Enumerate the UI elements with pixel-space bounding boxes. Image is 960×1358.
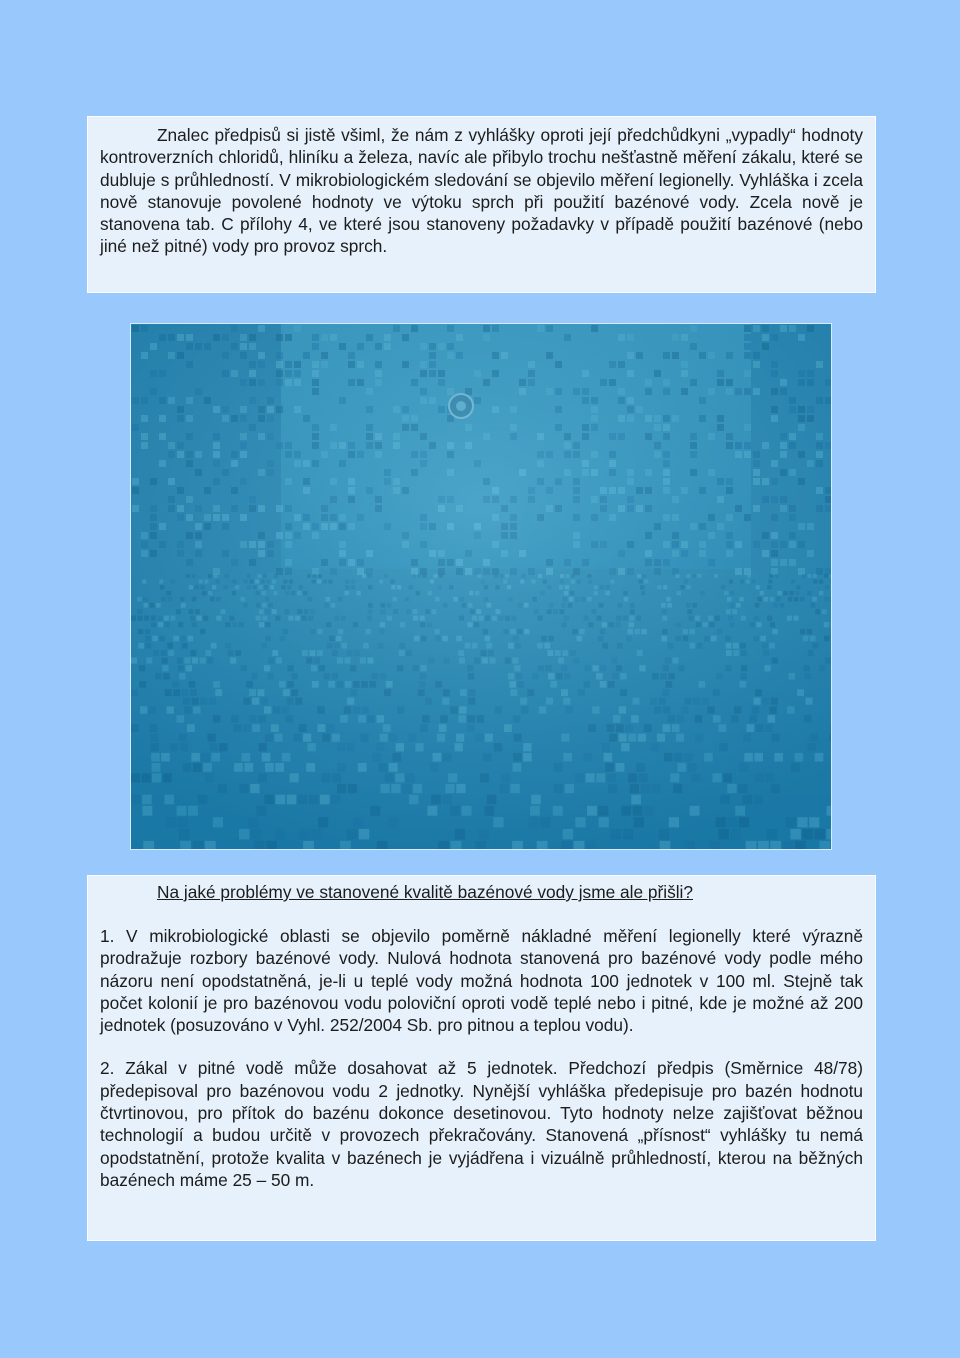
pool-underwater-photo (130, 323, 832, 850)
problem-point-2: 2. Zákal v pitné vodě může dosahovat až 5 jednotek. Předchozí předpis (Směrnice 48/78) předepisoval pro bazénovou vodu 2 jednotky. Nynější vyhláška předepisuje pro bazén hodnotu čtvrtinovou, pro přítok do bazénu dokonce desetinovou. Tyto hodnoty nelze zajišťovat běžnou technologií a budou určitě v provozech překračovány. Stanovená „přísnost“ vyhlášky tu nemá opodstatnění, protože kvalita v bazénech je vyjádřena i vizuálně průhledností, kterou na běžných bazénech máme 25 – 50 m. (100, 1058, 863, 1190)
problem-point-1: 1. V mikrobiologické oblasti se objevilo poměrně nákladné měření legionelly které výrazně prodražuje rozbory bazénové vody. Nulová hodnota stanovená pro bazénové vody podle mého názoru není opodstatněná, je-li u teplé vody možná hodnota 100 jednotek v 100 ml. Stejně tak počet kolonií je pro bazénovou vodu poloviční oproti vodě teplé nebo i pitné, kde je možné až 200 jednotek (posuzováno v Vyhl. 252/2004 Sb. pro pitnou a teplou vodu). (100, 926, 863, 1036)
intro-paragraph: Znalec předpisů si jistě všiml, že nám z vyhlášky oproti její předchůdkyni „vypadly“ hodnoty kontroverzních chloridů, hliníku a železa, navíc ale přibylo trochu nešťastně měření zákalu, které se dubluje s průhledností. V mikrobiologickém sledování se objevilo měření legionelly. Vyhláška i zcela nově stanovuje povolené hodnoty ve výtoku sprch při použití bazénové vody. Zcela nově je stanovena tab. C přílohy 4, ve které jsou stanoveny požadavky v případě použití bazénové (nebo jiné než pitné) vody pro provoz sprch. (100, 125, 863, 257)
problems-heading: Na jaké problémy ve stanovené kvalitě bazénové vody jsme ale přišli? (157, 882, 693, 902)
water-haze (131, 324, 831, 849)
intro-text-box (87, 116, 876, 293)
problems-text-box (87, 875, 876, 1241)
pool-mosaic-image (131, 324, 831, 849)
